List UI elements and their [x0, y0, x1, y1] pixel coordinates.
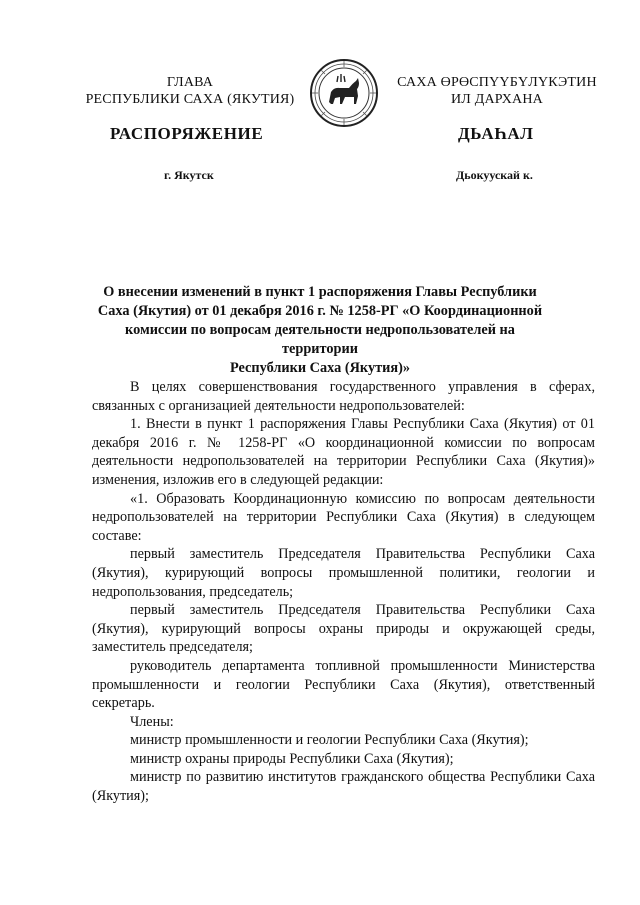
- paragraph: В целях совершенствования государственного управления в сферах, связанных с организацией деятельности недропользователей:: [92, 379, 595, 414]
- header-left-block: [80, 74, 300, 108]
- paragraph: Члены:: [130, 713, 174, 730]
- title-line: О внесении изменений в пункт 1 распоряжения Главы Республики: [103, 284, 537, 300]
- header-right-line2: ИЛ ДАРХАНА: [450, 92, 543, 107]
- title-line: Саха (Якутия) от 01 декабря 2016 г. № 1258-РГ «О Координационной: [97, 303, 543, 319]
- doc-type-sakha: ДЬАҺАЛ: [458, 124, 534, 143]
- paragraph: министр охраны природы Республики Саха (Якутия);: [130, 750, 454, 767]
- title-line: комиссии по вопросам деятельности недропользователей на территории: [125, 322, 515, 357]
- header-left-line1: ГЛАВА: [166, 75, 214, 90]
- doc-type-ru: РАСПОРЯЖЕНИЕ: [110, 124, 264, 143]
- coat-of-arms-emblem: [309, 58, 379, 128]
- document-body: [92, 378, 595, 806]
- paragraph: 1. Внести в пункт 1 распоряжения Главы Республики Саха (Якутия) от 01 декабря 2016 г. № 1258-РГ «О координационной комиссии по вопросам деятельности недропользователей на территории Республики Саха (Якутия)» изменения, изложив его в следующей редакции:: [92, 416, 595, 488]
- paragraph: руководитель департамента топливной промышленности Министерства промышленности и геологии Республики Саха (Якутия), ответственный секретарь.: [92, 657, 595, 712]
- place-ru: г. Якутск: [164, 168, 214, 182]
- paragraph: министр промышленности и геологии Республики Саха (Якутия);: [130, 732, 529, 749]
- paragraph: «1. Образовать Координационную комиссию по вопросам деятельности недропользователей на территории Республики Саха (Якутия) в следующем составе:: [92, 490, 595, 544]
- paragraph: первый заместитель Председателя Правительства Республики Саха (Якутия), курирующий вопросы промышленной политики, геологии и недропользования, председатель;: [92, 546, 595, 600]
- header-left-line2: РЕСПУБЛИКИ САХА (ЯКУТИЯ): [85, 92, 295, 107]
- title-line: Республики Саха (Якутия)»: [229, 360, 411, 376]
- document-title: [95, 283, 545, 378]
- header-right-block: [392, 74, 602, 108]
- header-right-line1: САХА ӨРӨСПҮҮБҮЛҮКЭТИН: [397, 75, 597, 90]
- place-sakha: Дьокуускай к.: [456, 168, 533, 182]
- paragraph: министр по развитию институтов гражданского общества Республики Саха (Якутия);: [92, 769, 595, 805]
- paragraph: первый заместитель Председателя Правительства Республики Саха (Якутия), курирующий вопросы охраны природы и окружающей среды, заместитель председателя;: [92, 602, 595, 656]
